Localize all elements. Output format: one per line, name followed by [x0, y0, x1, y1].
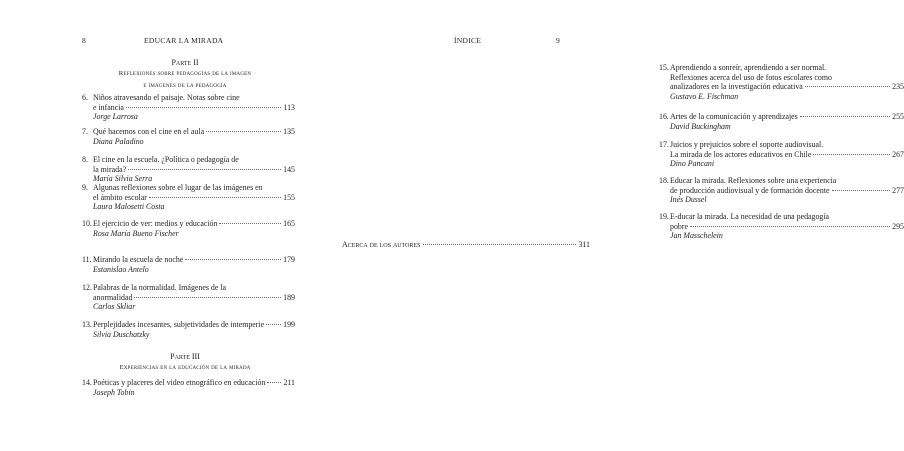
toc-entry-title: Mirando la escuela de noche [93, 255, 184, 264]
part-subtitle: Experiencias en la educación de la mirada [119, 364, 251, 371]
toc-page-number: 277 [892, 185, 904, 195]
toc-entry-title: Qué hacemos con el cine en el aula [93, 127, 205, 136]
dot-leader [128, 169, 281, 170]
toc-page-number: 255 [892, 112, 904, 121]
toc-entry[interactable] [82, 255, 295, 274]
toc-leader-line [82, 320, 295, 330]
toc-entry[interactable] [659, 176, 904, 205]
toc-leader-line [82, 165, 295, 175]
part-subtitle: Reflexiones sobre pedagogías de la imagen [118, 70, 252, 77]
toc-entry-number: 16. [659, 112, 669, 121]
dot-leader [813, 154, 890, 155]
toc-entry-number: 9. [82, 183, 88, 192]
toc-entry[interactable] [82, 127, 295, 146]
toc-entry[interactable] [82, 378, 295, 397]
toc-entry-title: Reflexiones acerca del uso de fotos escolares como [670, 72, 832, 82]
part-subtitle: e imágenes de la pedagogía [143, 82, 227, 89]
toc-entry-title: La mirada de los actores educativos en Chile [670, 149, 812, 159]
toc-leader-line [82, 293, 295, 303]
toc-entry[interactable] [659, 140, 904, 169]
toc-entry-title: El cine en la escuela. ¿Política o pedagogía de [93, 155, 239, 164]
toc-entry-title: Palabras de la normalidad. Imágenes de la [93, 283, 226, 292]
toc-entry-title: Educar la mirada. Reflexiones sobre una experiencia [670, 176, 837, 185]
dot-leader [832, 190, 891, 191]
right-page [319, 0, 904, 451]
toc-entry-number: 12. [82, 283, 92, 292]
toc-leader-line [82, 255, 295, 265]
toc-leader-line [659, 112, 904, 122]
dot-leader [805, 86, 890, 87]
dot-leader [219, 223, 281, 224]
toc-page-number: 155 [283, 192, 295, 202]
toc-leader-line [342, 240, 590, 250]
toc-entry-author: Laura Malosetti Costa [93, 202, 165, 211]
toc-entry[interactable] [82, 93, 295, 122]
toc-entry-number: 7. [82, 127, 88, 136]
toc-entry[interactable] [82, 283, 295, 312]
dot-leader [423, 244, 577, 245]
toc-entry-title: Niños atravesando el paisaje. Notas sobre cine [93, 93, 240, 102]
dot-leader [149, 197, 281, 198]
toc-entry-number: 13. [82, 320, 92, 329]
toc-leader-line [82, 127, 295, 137]
toc-entry-title: Algunas reflexiones sobre el lugar de las imágenes en [93, 183, 263, 192]
toc-entry-title: la mirada? [93, 164, 127, 174]
toc-entry-number: 17. [659, 140, 669, 149]
toc-entry-author: Gustavo E. Fischman [670, 91, 739, 101]
page-number: 9 [556, 36, 561, 45]
toc-entry-title: Juicios y prejuicios sobre el soporte audiovisual. [670, 140, 824, 149]
toc-page-number: 199 [283, 320, 295, 329]
toc-entry-title: el ámbito escolar [93, 192, 147, 202]
running-head: ÍNDICE [454, 36, 482, 45]
toc-entry-author: Diana Paladino [93, 136, 144, 146]
toc-entry-title: El ejercicio de ver: medios y educación [93, 219, 218, 228]
toc-page-number: 295 [892, 221, 904, 231]
dot-leader [690, 226, 890, 227]
toc-entry-title: de producción audiovisual y de formación docente [670, 185, 830, 195]
toc-page-number: 145 [283, 164, 295, 174]
toc-page-number: 189 [283, 292, 295, 302]
toc-entry-author: Inés Dussel [670, 195, 707, 204]
toc-leader-line [659, 150, 904, 160]
page-number: 8 [82, 36, 87, 45]
toc-entry-number: 18. [659, 176, 669, 185]
toc-entry-author: Silvia Duschatzky [93, 329, 150, 339]
toc-entry-number: 19. [659, 212, 669, 221]
dot-leader [266, 324, 281, 325]
dot-leader [134, 297, 281, 298]
toc-page-number: 311 [578, 240, 590, 249]
toc-entry-title: anormalidad [93, 292, 133, 302]
toc-entry-author: Jan Masschelein [670, 231, 723, 240]
part-title: Parte II [171, 58, 199, 67]
toc-entry-author: Carlos Skliar [93, 302, 136, 311]
toc-entry-title: e infancia [93, 102, 124, 112]
toc-entry[interactable] [82, 219, 295, 238]
toc-entry-title: Acerca de los autores [342, 240, 421, 249]
toc-entry[interactable] [659, 63, 904, 101]
toc-page-number: 135 [283, 127, 295, 136]
toc-entry[interactable] [82, 155, 295, 184]
toc-entry-author: Rosa María Bueno Fischer [93, 228, 179, 238]
toc-leader-line [82, 219, 295, 229]
toc-leader-line [82, 103, 295, 113]
toc-entry-author: María Silvia Serra [93, 174, 153, 183]
toc-page-number: 235 [892, 82, 904, 91]
toc-leader-line [659, 222, 904, 232]
part-heading [80, 352, 290, 374]
toc-entry-title: Artes de la comunicación y aprendizajes [670, 112, 798, 121]
toc-entry-author: Estanislao Antelo [93, 264, 149, 274]
toc-entry[interactable] [659, 212, 904, 241]
toc-entry[interactable] [82, 320, 295, 339]
toc-entry-author: Joseph Tobin [93, 387, 135, 397]
toc-entry-author: David Buckingham [670, 121, 731, 131]
dot-leader [126, 107, 282, 108]
dot-leader [185, 259, 281, 260]
toc-entry-title: analizadores en la investigación educativa [670, 82, 803, 91]
toc-page-number: 179 [283, 255, 295, 264]
toc-entry-number: 11. [82, 255, 92, 264]
toc-entry-title: Perplejidades incesantes, subjetividades de intemperie [93, 320, 265, 329]
toc-page-number: 113 [283, 102, 295, 112]
toc-entry-author: Jorge Larrosa [93, 112, 138, 121]
toc-page-number: 267 [892, 149, 904, 159]
toc-entry[interactable] [82, 183, 295, 212]
toc-leader-line [82, 193, 295, 203]
dot-leader [206, 131, 281, 132]
toc-entry-title: Poéticas y placeres del video etnográfico en educación [93, 378, 266, 387]
toc-page-number: 165 [283, 219, 295, 228]
dot-leader [267, 382, 281, 383]
toc-entry-title: E-ducar la mirada. La necesidad de una pedagogía [670, 212, 830, 221]
toc-leader-line [82, 378, 295, 388]
toc-entry-number: 15. [659, 63, 669, 72]
dot-leader [800, 116, 890, 117]
left-page [0, 0, 319, 451]
toc-entry-title: Aprendiendo a sonreír, aprendiendo a ser normal. [670, 63, 827, 72]
toc-entry[interactable] [659, 112, 904, 131]
toc-entry[interactable] [342, 240, 590, 250]
toc-entry-author: Dino Pancani [670, 159, 715, 168]
toc-entry-number: 10. [82, 219, 92, 228]
toc-leader-line [659, 186, 904, 196]
toc-entry-number: 8. [82, 155, 88, 164]
part-title: Parte III [170, 352, 200, 361]
toc-entry-number: 14. [82, 378, 92, 387]
toc-entry-title: pobre [670, 221, 688, 231]
running-head: EDUCAR LA MIRADA [144, 36, 224, 45]
toc-leader-line [659, 82, 904, 92]
part-heading [80, 58, 290, 92]
toc-page-number: 211 [283, 378, 295, 387]
toc-entry-number: 6. [82, 93, 88, 102]
